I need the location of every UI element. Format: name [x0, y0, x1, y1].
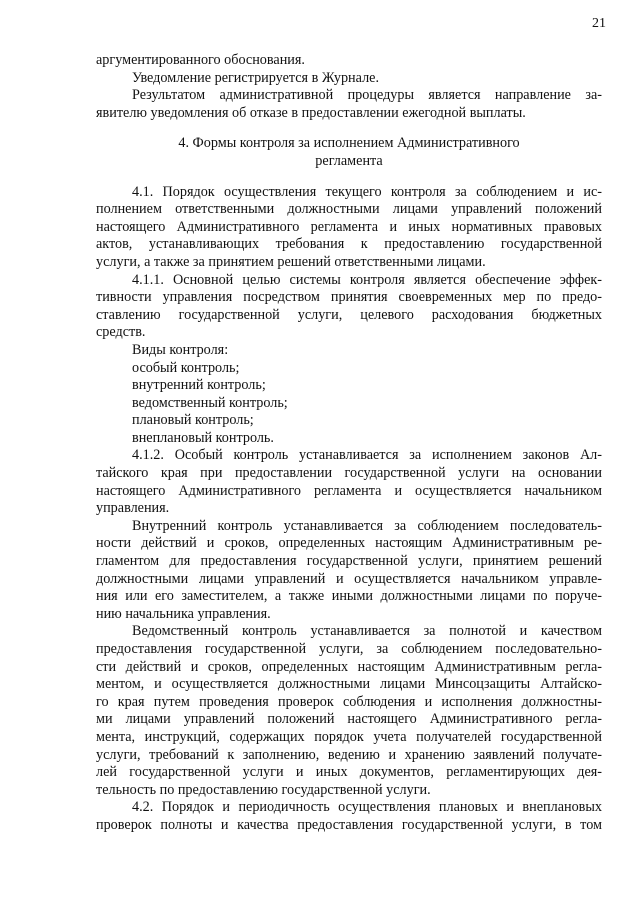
text-line: полнением ответственными должностными лицами управлений положений — [96, 201, 602, 218]
text-line: ментом, и осуществляется должностными лицами Минсоцзащиты Алтайско- — [96, 676, 602, 693]
text-line: ведомственный контроль; — [132, 394, 288, 411]
text-line: управления. — [96, 500, 170, 517]
text-line: плановый контроль; — [132, 412, 254, 429]
text-line: внутренний контроль; — [132, 377, 266, 394]
text-line: услуги, а также за принятием решений ответственными лицами. — [96, 253, 486, 270]
text-line: ности действий и сроков, определенных настоящим Административным ре- — [96, 535, 602, 552]
paragraph-block-main — [96, 184, 602, 835]
text-line: Внутренний контроль устанавливается за соблюдением последователь- — [132, 517, 602, 534]
text-line: настоящего Административного регламента и осуществляется начальником — [96, 482, 602, 499]
text-line: аргументированного обоснования. — [96, 52, 305, 68]
text-line: Результатом административной процедуры является направление за- — [132, 87, 602, 104]
text-line: Уведомление регистрируется в Журнале. — [132, 69, 379, 86]
text-line: услуги, требований к заполнению, ведению и хранению заявлений получате- — [96, 746, 602, 763]
section-heading-line: регламента — [315, 152, 383, 169]
text-line: лей государственной услуги и иных документов, регламентирующих дея- — [96, 764, 602, 781]
section-heading — [96, 135, 602, 170]
text-line: нию начальника управления. — [96, 605, 271, 622]
text-line: ния или его заместителем, а также иными должностными лицами по поруче- — [96, 588, 602, 605]
text-line: тивности управления посредством принятия своевременных мер по предо- — [96, 289, 602, 306]
text-line: тайского края при предоставлении государственной услуги на основании — [96, 465, 602, 482]
text-line: 4.1.1. Основной целью системы контроля является обеспечение эффек- — [132, 271, 602, 288]
text-line: актов, устанавливающих требования к предоставлению государственной — [96, 236, 602, 253]
paragraph-block-top — [96, 52, 602, 122]
text-line: го края путем проведения проверок соблюдения и исполнения должностны- — [96, 693, 602, 710]
text-line: 4.1. Порядок осуществления текущего контроля за соблюдением и ис- — [132, 183, 602, 200]
text-line: тельность по предоставлению государственной услуги. — [96, 781, 431, 798]
text-line: ставлению государственной услуги, целевого расходования бюджетных — [96, 306, 602, 323]
text-line: 4.1.2. Особый контроль устанавливается за исполнением законов Ал- — [132, 447, 602, 464]
text-line: 4.2. Порядок и периодичность осуществления плановых и внеплановых — [132, 799, 602, 816]
section-heading-line: 4. Формы контроля за исполнением Административного — [178, 135, 520, 152]
text-line: должностными лицами управлений и осуществляется начальником управле- — [96, 570, 602, 587]
text-line: явителю уведомления об отказе в предоставлении ежегодной выплаты. — [96, 104, 526, 121]
text-line: ми лицами управлений положений настоящего Административного регла- — [96, 711, 602, 728]
text-line: проверок полноты и качества предоставления государственной услуги, в том — [96, 816, 602, 833]
text-line: Ведомственный контроль устанавливается за полнотой и качеством — [132, 623, 602, 640]
text-line: настоящего Административного регламента и иных нормативных правовых — [96, 218, 602, 235]
text-line: внеплановый контроль. — [132, 429, 274, 446]
text-line: особый контроль; — [132, 359, 240, 376]
text-line: предоставления государственной услуги, за соблюдением последовательно- — [96, 641, 602, 657]
text-line: гламентом для предоставления государственной услуги, принятием решений — [96, 553, 602, 570]
text-line: средств. — [96, 324, 146, 341]
document-body — [96, 52, 602, 835]
text-line: Виды контроля: — [132, 341, 229, 358]
text-line: мента, инструкций, содержащих порядок учета получателей государственной — [96, 728, 602, 745]
text-line: сти действий и сроков, определенных настоящим Административным регла- — [96, 658, 602, 675]
page-number: 21 — [592, 16, 606, 31]
